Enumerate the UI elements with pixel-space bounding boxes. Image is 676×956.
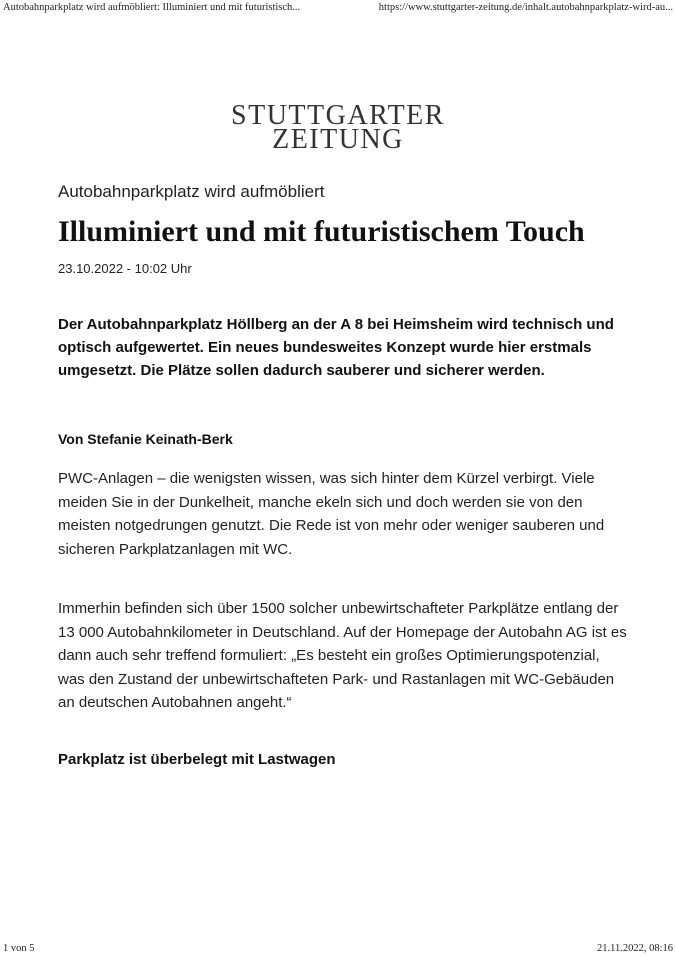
print-header-url: https://www.stuttgarter-zeitung.de/inhalt.autobahnparkplatz-wird-au... — [378, 2, 673, 13]
logo-line-2: ZEITUNG — [272, 124, 404, 155]
article-kicker: Autobahnparkplatz wird aufmöbliert — [58, 182, 325, 201]
article — [58, 180, 628, 771]
article-date: 23.10.2022 - 10:02 Uhr — [58, 261, 192, 276]
page-number: 1 von 5 — [3, 943, 35, 954]
article-paragraph: PWC-Anlagen – die wenigsten wissen, was sich hinter dem Kürzel verbirgt. Viele meiden Sie in der Dunkelheit, manche ekeln sich und doch werden sie von den meisten notgedrungen genutzt. Die Rede ist von mehr oder weniger sauberen und sicheren Parkplatzanlagen mit WC. — [58, 470, 605, 558]
article-paragraph: Immerhin befinden sich über 1500 solcher unbewirtschafteter Parkplätze entlang der 13 000 Autobahnkilometer in Deutschland. Auf der Homepage der Autobahn AG ist es dann auch sehr treffend formuliert: „Es besteht ein großes Optimierungspotenzial, was den Zustand der unbewirtschafteten Park- und Rastanlagen mit WC-Gebäuden an deutschen Autobahnen angeht.“ — [58, 600, 627, 711]
article-headline: Illuminiert und mit futuristischem Touch — [58, 215, 585, 248]
article-lead: Der Autobahnparkplatz Höllberg an der A 8 bei Heimsheim wird technisch und optisch aufgewertet. Ein neues bundesweites Konzept wurde hier erstmals umgesetzt. Die Plätze sollen dadurch sauberer und sicherer werden. — [58, 316, 614, 379]
article-subheading: Parkplatz ist überbelegt mit Lastwagen — [58, 750, 336, 768]
print-footer — [0, 940, 676, 956]
article-author: Von Stefanie Keinath-Berk — [58, 431, 233, 447]
print-header — [0, 0, 676, 16]
newspaper-logo — [0, 100, 676, 155]
print-datetime: 21.11.2022, 08:16 — [596, 943, 673, 954]
logo-line-1: STUTTGARTER — [231, 100, 445, 131]
print-header-title: Autobahnparkplatz wird aufmöbliert: Illuminiert und mit futuristisch... — [3, 2, 301, 13]
